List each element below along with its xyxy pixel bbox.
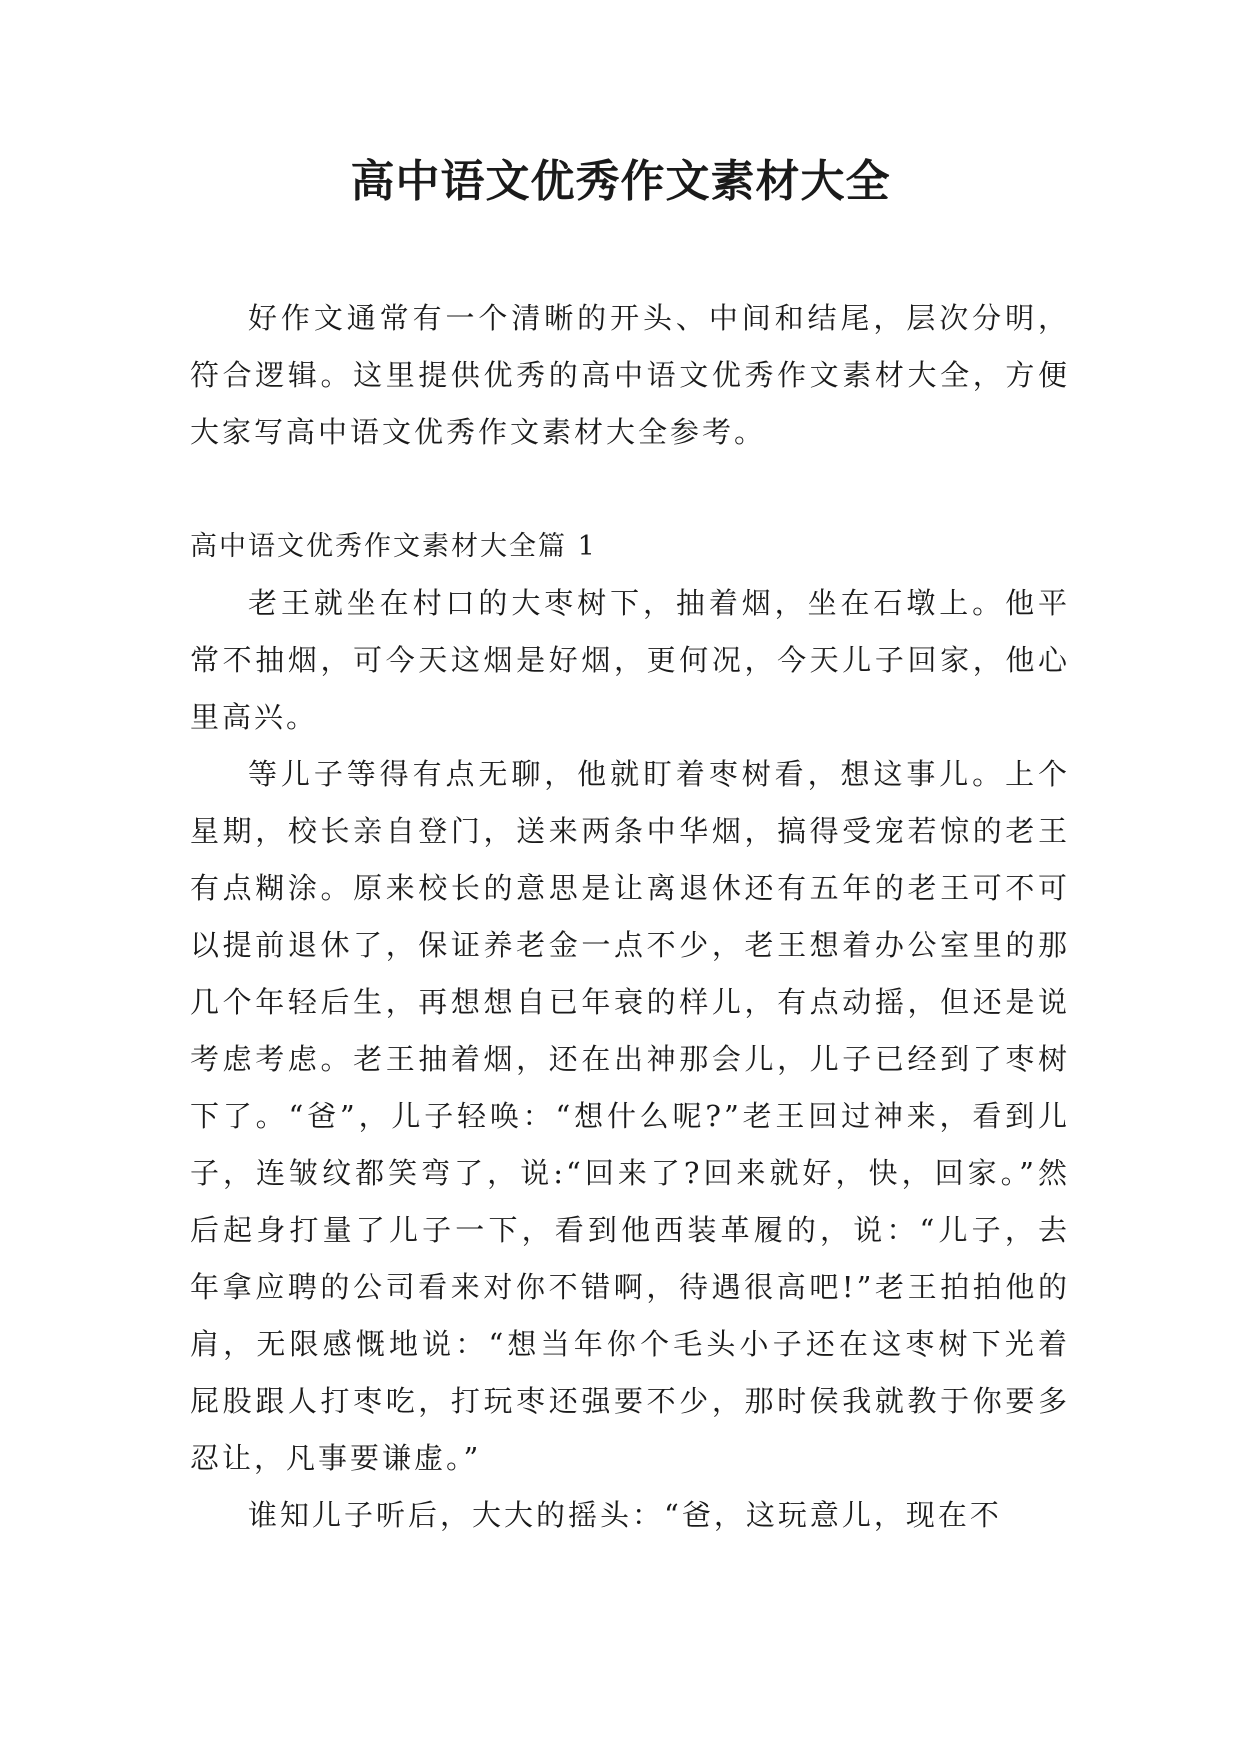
document-title: 高中语文优秀作文素材大全 [350,156,891,207]
body-paragraph: 谁知儿子听后，大大的摇头：“爸，这玩意儿，现在不 [248,1498,1002,1532]
body-paragraph: 老王就坐在村口的大枣树下，抽着烟，坐在石墩上。他平常不抽烟，可今天这烟是好烟，更何况，今天儿子回家，他心里高兴。 [190,586,1070,734]
section-heading: 高中语文优秀作文素材大全篇 1 [190,531,597,562]
intro-paragraph: 好作文通常有一个清晰的开头、中间和结尾，层次分明，符合逻辑。这里提供优秀的高中语文优秀作文素材大全，方便大家写高中语文优秀作文素材大全参考。 [190,301,1070,449]
body-paragraph: 等儿子等得有点无聊，他就盯着枣树看，想这事儿。上个星期，校长亲自登门，送来两条中华烟，搞得受宠若惊的老王有点糊涂。原来校长的意思是让离退休还有五年的老王可不可以提前退休了，保证养老金一点不少，老王想着办公室里的那几个年轻后生，再想想自已年衰的样儿，有点动摇，但还是说考虑考虑。老王抽着烟，还在出神那会儿，儿子已经到了枣树下了。“爸”，儿子轻唤：“想什么呢?”老王回过神来，看到儿子，连皱纹都笑弯了，说:“回来了?回来就好，快，回家。”然后起身打量了儿子一下，看到他西装革履的，说：“儿子，去年拿应聘的公司看来对你不错啊，待遇很高吧!”老王拍拍他的肩，无限感慨地说：“想当年你个毛头小子还在这枣树下光着屁股跟人打枣吃，打玩枣还强要不少，那时侯我就教于你要多忍让，凡事要谦虚。” [190,757,1070,1475]
document-body [190,290,1070,1544]
